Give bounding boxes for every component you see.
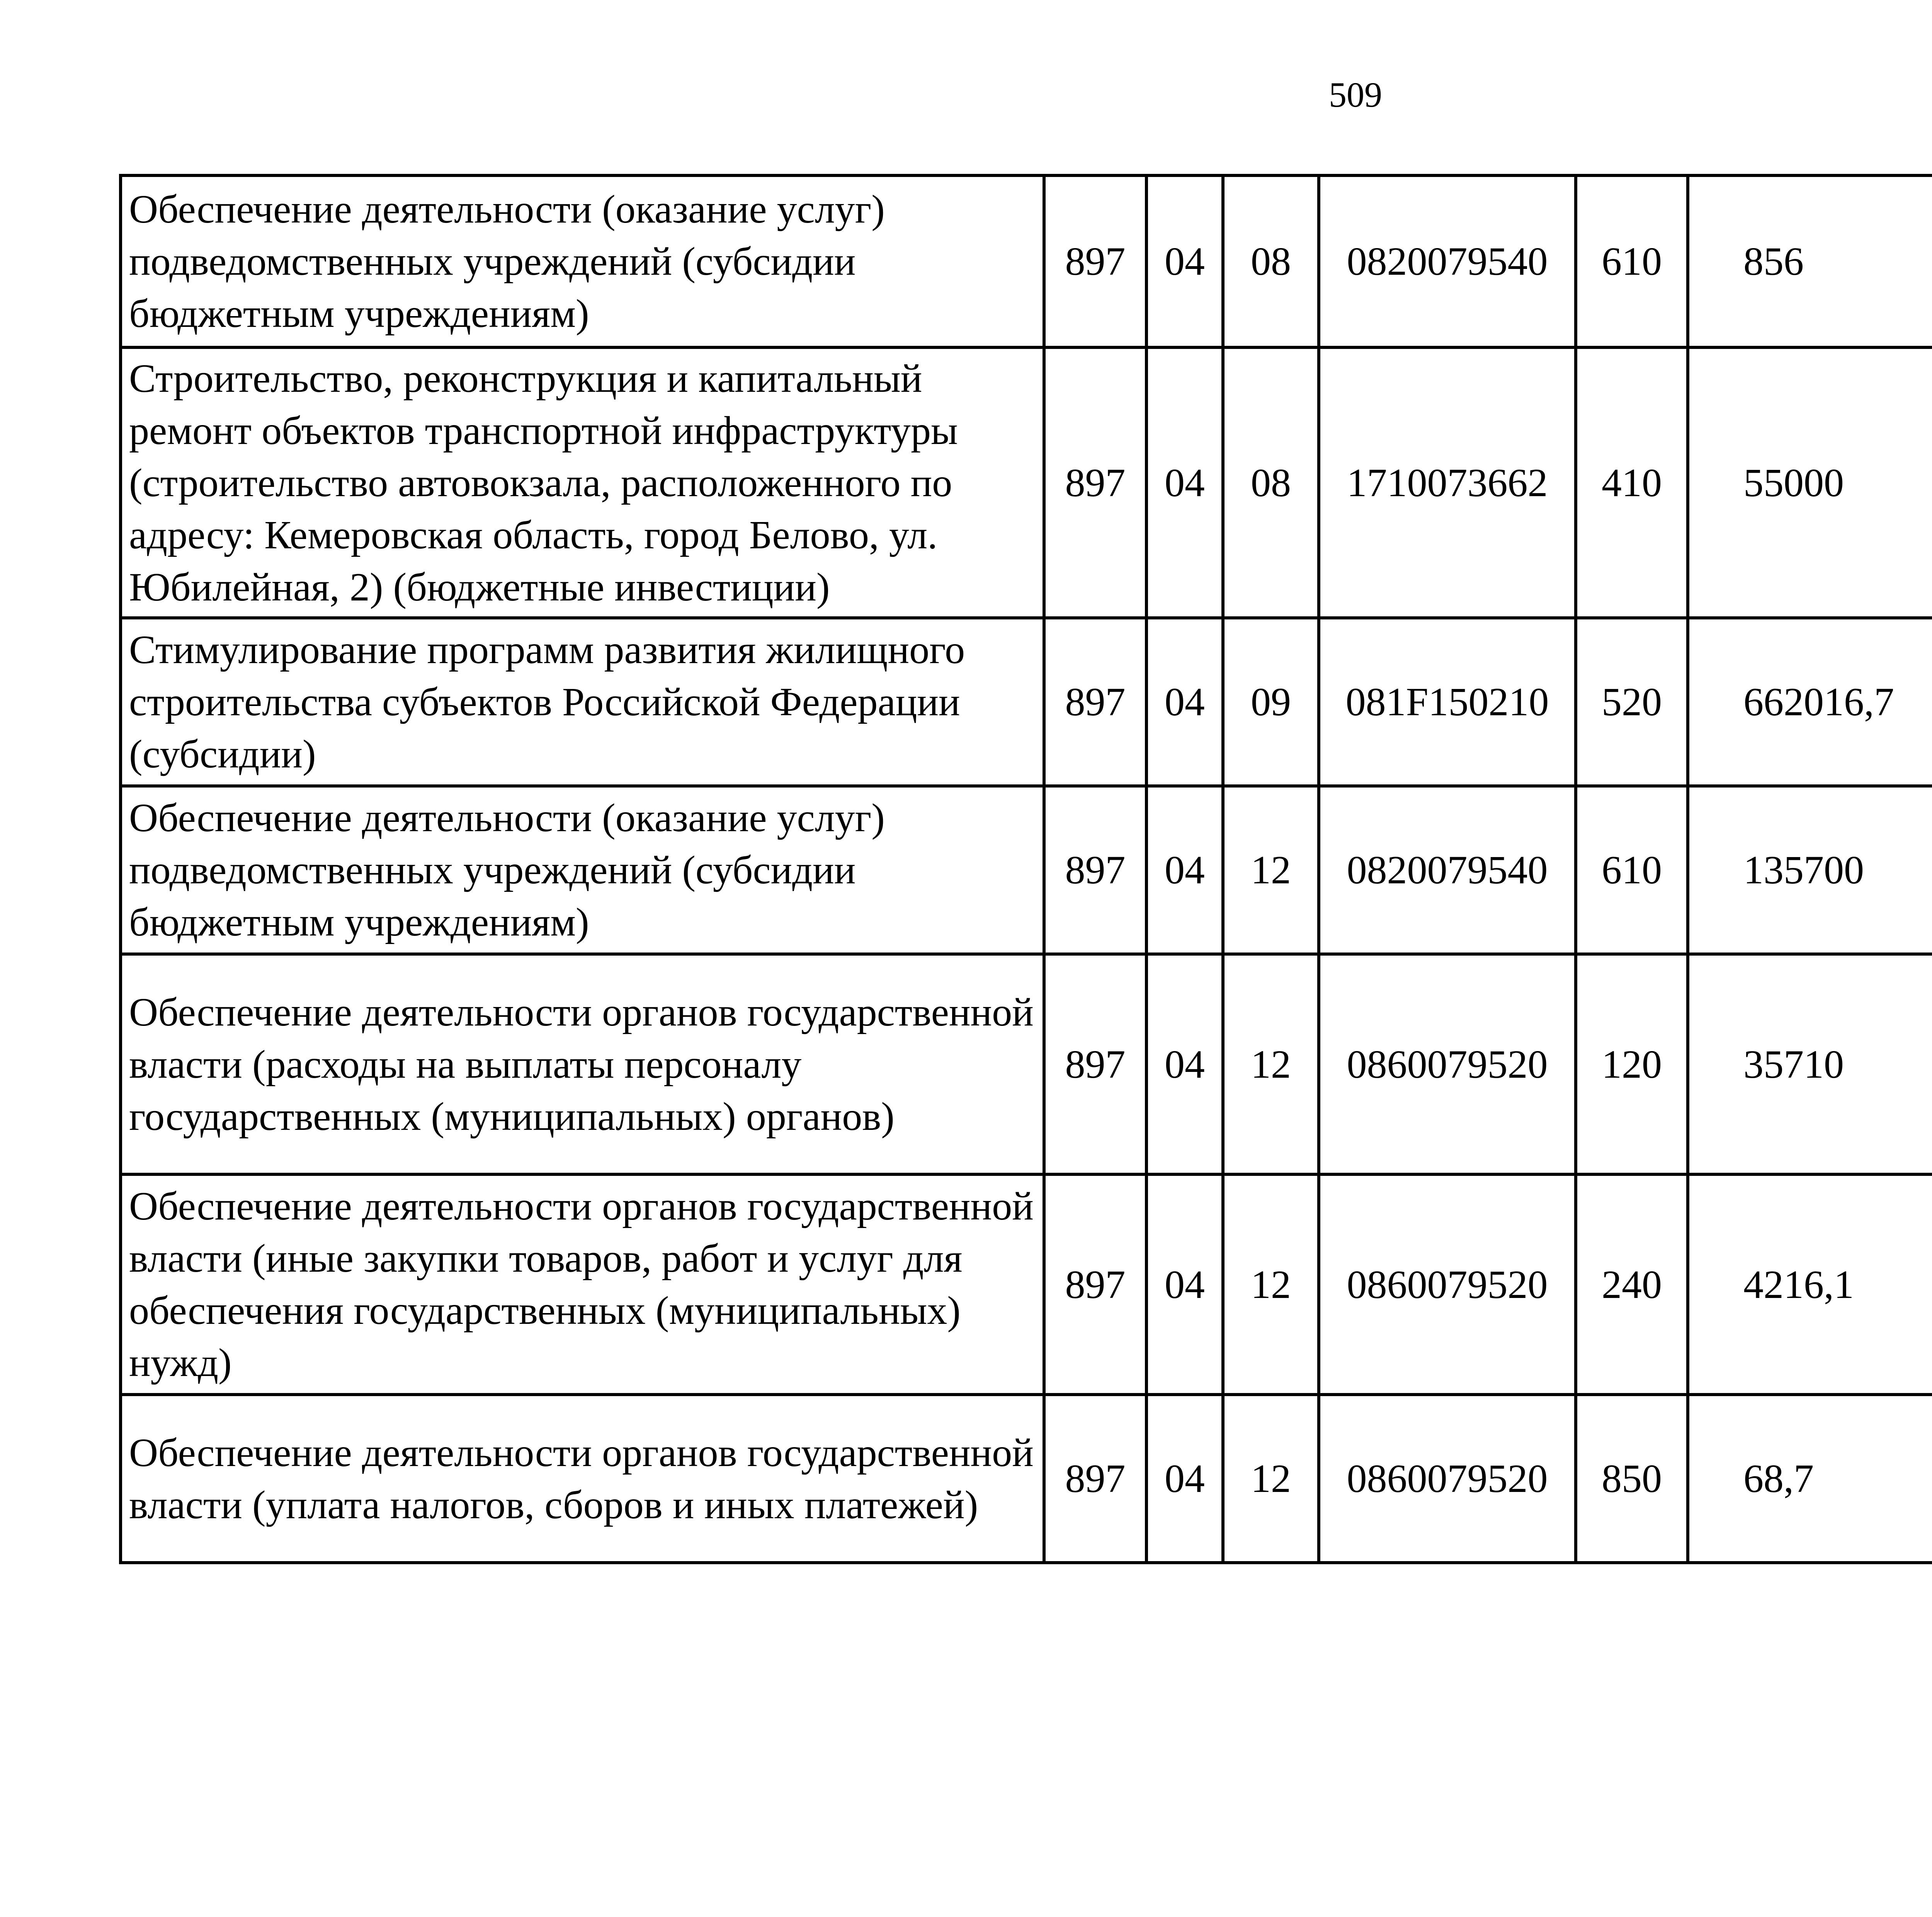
table-row [121,1174,1932,1395]
amount-1-cell: 35710 [1688,954,1932,1174]
subsection-code-cell: 08 [1223,175,1319,347]
section-code-cell: 04 [1146,954,1223,1174]
amount-1-cell: 135700 [1688,786,1932,954]
target-item-cell: 0820079540 [1319,786,1576,954]
table-row [121,618,1932,786]
section-code-cell: 04 [1146,786,1223,954]
expense-type-cell: 410 [1576,347,1688,618]
amount-1-cell: 856 [1688,175,1932,347]
description-cell: Обеспечение деятельности органов государственной власти (иные закупки товаров, работ и услуг для обеспечения государственных (муниципальных) нужд) [121,1174,1044,1395]
subsection-code-cell: 12 [1223,1395,1319,1563]
section-code-cell: 04 [1146,347,1223,618]
table-row [121,954,1932,1174]
expense-type-cell: 850 [1576,1395,1688,1563]
ministry-code-cell: 897 [1044,618,1146,786]
subsection-code-cell: 12 [1223,954,1319,1174]
amount-1-cell: 4216,1 [1688,1174,1932,1395]
description-cell: Строительство, реконструкция и капитальный ремонт объектов транспортной инфраструктуры (строительство автовокзала, расположенного по адресу: Кемеровская область, город Белово, ул. Юбилейная, 2) (бюджетные инвестиции) [121,347,1044,618]
section-code-cell: 04 [1146,1174,1223,1395]
subsection-code-cell: 12 [1223,786,1319,954]
expense-type-cell: 120 [1576,954,1688,1174]
expense-type-cell: 610 [1576,175,1688,347]
target-item-cell: 081F150210 [1319,618,1576,786]
description-cell: Обеспечение деятельности органов государственной власти (расходы на выплаты персоналу государственных (муниципальных) органов) [121,954,1044,1174]
expense-type-cell: 240 [1576,1174,1688,1395]
ministry-code-cell: 897 [1044,786,1146,954]
target-item-cell: 0860079520 [1319,1395,1576,1563]
subsection-code-cell: 12 [1223,1174,1319,1395]
description-cell: Обеспечение деятельности (оказание услуг) подведомственных учреждений (субсидии бюджетным учреждениям) [121,175,1044,347]
table-row [121,1395,1932,1563]
expense-type-cell: 520 [1576,618,1688,786]
amount-1-cell: 662016,7 [1688,618,1932,786]
expense-type-cell: 610 [1576,786,1688,954]
table-row [121,175,1932,347]
target-item-cell: 0860079520 [1319,954,1576,1174]
table-row [121,347,1932,618]
budget-table [119,174,1932,1564]
section-code-cell: 04 [1146,175,1223,347]
table-row [121,786,1932,954]
amount-1-cell: 55000 [1688,347,1932,618]
ministry-code-cell: 897 [1044,954,1146,1174]
section-code-cell: 04 [1146,618,1223,786]
ministry-code-cell: 897 [1044,175,1146,347]
page-number: 509 [1329,75,1382,114]
description-cell: Обеспечение деятельности органов государственной власти (уплата налогов, сборов и иных платежей) [121,1395,1044,1563]
target-item-cell: 0860079520 [1319,1174,1576,1395]
amount-1-cell: 68,7 [1688,1395,1932,1563]
description-cell: Обеспечение деятельности (оказание услуг) подведомственных учреждений (субсидии бюджетным учреждениям) [121,786,1044,954]
description-cell: Стимулирование программ развития жилищного строительства субъектов Российской Федерации (субсидии) [121,618,1044,786]
ministry-code-cell: 897 [1044,1395,1146,1563]
target-item-cell: 0820079540 [1319,175,1576,347]
target-item-cell: 1710073662 [1319,347,1576,618]
section-code-cell: 04 [1146,1395,1223,1563]
table-body [121,175,1932,1563]
subsection-code-cell: 09 [1223,618,1319,786]
subsection-code-cell: 08 [1223,347,1319,618]
ministry-code-cell: 897 [1044,1174,1146,1395]
ministry-code-cell: 897 [1044,347,1146,618]
